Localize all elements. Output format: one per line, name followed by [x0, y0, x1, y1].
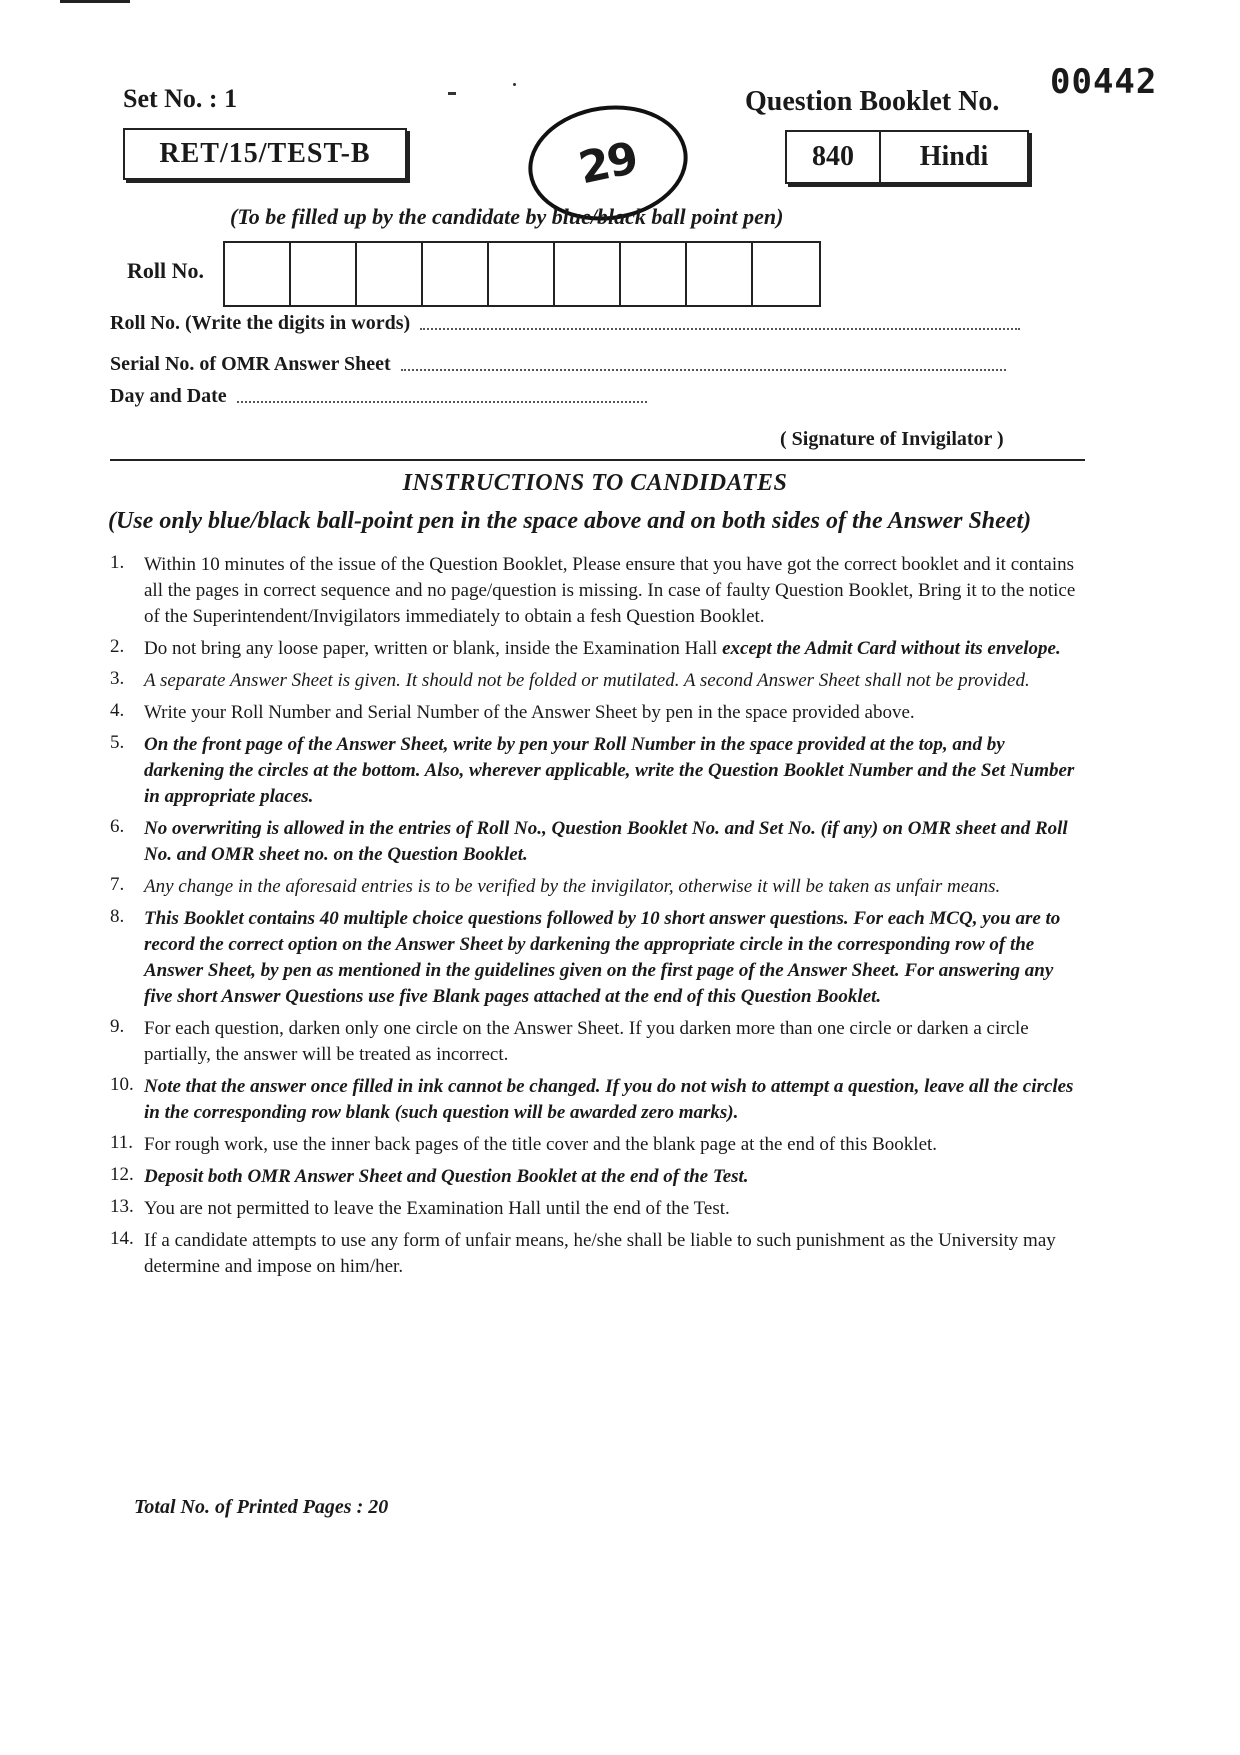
fill-instruction-note: (To be filled up by the candidate by blue/black ball point pen)	[230, 204, 784, 229]
instructions-subtitle: (Use only blue/black ball-point pen in the space above and on both sides of the Answer Sheet)	[108, 508, 1032, 534]
instruction-text: Note that the answer once filled in ink cannot be changed. If you do not wish to attempt a question, leave all the circles in the corresponding row blank (such question will be awarded zero marks).	[144, 1076, 1074, 1123]
test-code: RET/15/TEST-B	[159, 138, 371, 169]
booklet-code-box	[785, 130, 1029, 184]
instruction-item	[110, 552, 1085, 630]
roll-no-label: Roll No.	[127, 258, 204, 283]
instruction-item	[110, 668, 1085, 694]
instruction-text: For each question, darken only one circle on the Answer Sheet. If you darken more than one circle or darken a circle partially, the answer will be treated as incorrect.	[144, 1018, 1029, 1065]
roll-digit-cell[interactable]	[357, 243, 423, 305]
instruction-text: Deposit both OMR Answer Sheet and Question Booklet at the end of the Test.	[144, 1166, 749, 1187]
instruction-number: 3.	[110, 668, 125, 689]
instruction-item	[110, 1228, 1085, 1280]
instruction-number: 9.	[110, 1016, 125, 1037]
instruction-text: Any change in the aforesaid entries is to be verified by the invigilator, otherwise it will be taken as unfair means.	[144, 876, 1001, 897]
booklet-serial-number: 00442	[1050, 62, 1158, 102]
roll-words-field	[110, 312, 1020, 335]
instruction-text: This Booklet contains 40 multiple choice questions followed by 10 short answer questions. For each MCQ, you are to record the correct option on the Answer Sheet by darkening the appropriate circle in the corresponding row of the Answer Sheet, by pen as mentioned in the guidelines given on the first page of the Answer Sheet. For answering any five short Answer Questions use five Blank pages attached at the end of this Question Booklet.	[144, 908, 1061, 1007]
instruction-text: Write your Roll Number and Serial Number of the Answer Sheet by pen in the space provided above.	[144, 702, 915, 723]
instruction-text: No overwriting is allowed in the entries of Roll No., Question Booklet No. and Set No. (if any) on OMR sheet and Roll No. and OMR sheet no. on the Question Booklet.	[144, 818, 1068, 865]
instruction-number: 12.	[110, 1164, 134, 1185]
top-edge-rule	[60, 0, 130, 3]
instruction-item	[110, 1164, 1085, 1190]
instruction-number: 11.	[110, 1132, 134, 1153]
instruction-item	[110, 1196, 1085, 1222]
instruction-item	[110, 1074, 1085, 1126]
instruction-text-part: Do not bring any loose paper, written or blank, inside the Examination Hall	[144, 638, 723, 659]
signature-rule	[110, 459, 1085, 461]
instruction-text: Within 10 minutes of the issue of the Question Booklet, Please ensure that you have got the correct booklet and it contains all the pages in correct sequence and no page/question is missing. In case of faulty Question Booklet, Bring it to the notice of the Superintendent/Invigilators immediately to obtain a fesh Question Booklet.	[144, 554, 1076, 627]
roll-words-blank[interactable]	[420, 327, 1020, 330]
roll-digit-cell[interactable]	[423, 243, 489, 305]
instruction-number: 14.	[110, 1228, 134, 1249]
instruction-number: 7.	[110, 874, 125, 895]
set-number: Set No. : 1	[123, 84, 238, 113]
instruction-number: 10.	[110, 1074, 134, 1095]
instruction-item	[110, 732, 1085, 810]
booklet-language: Hindi	[919, 141, 989, 172]
total-printed-pages: Total No. of Printed Pages : 20	[134, 1496, 389, 1518]
instruction-item	[110, 1132, 1085, 1158]
instruction-text	[144, 636, 1085, 662]
question-booklet-label: Question Booklet No.	[745, 86, 1000, 117]
roll-digit-cell[interactable]	[489, 243, 555, 305]
instruction-number: 1.	[110, 552, 125, 573]
instruction-item	[110, 636, 1085, 662]
instruction-text: A separate Answer Sheet is given. It should not be folded or mutilated. A second Answer Sheet shall not be provided.	[144, 670, 1030, 691]
instruction-number: 8.	[110, 906, 125, 927]
instruction-item	[110, 816, 1085, 868]
roll-digit-cell[interactable]	[225, 243, 291, 305]
instruction-item	[110, 700, 1085, 726]
circled-number-text: 29	[574, 132, 642, 194]
instruction-text: You are not permitted to leave the Examination Hall until the end of the Test.	[144, 1198, 730, 1219]
day-date-blank[interactable]	[237, 400, 647, 403]
instruction-number: 2.	[110, 636, 125, 657]
roll-no-grid	[223, 241, 821, 307]
roll-digit-cell[interactable]	[621, 243, 687, 305]
omr-serial-label: Serial No. of OMR Answer Sheet	[110, 353, 391, 375]
day-date-field	[110, 385, 647, 408]
instruction-item	[110, 874, 1085, 900]
instructions-list	[110, 552, 1085, 1286]
instruction-text: If a candidate attempts to use any form of unfair means, he/she shall be liable to such punishment as the University may determine and impose on him/her.	[144, 1230, 1056, 1277]
instruction-item	[110, 906, 1085, 1010]
instruction-text-emphasis: except the Admit Card without its envelope.	[722, 638, 1061, 659]
roll-digit-cell[interactable]	[687, 243, 753, 305]
test-code-box	[123, 128, 407, 180]
instruction-number: 5.	[110, 732, 125, 753]
instruction-text: On the front page of the Answer Sheet, write by pen your Roll Number in the space provided at the top, and by darkening the circles at the bottom. Also, wherever applicable, write the Question Booklet Number and the Set Number in appropriate places.	[144, 734, 1075, 807]
instruction-number: 13.	[110, 1196, 134, 1217]
instructions-title: INSTRUCTIONS TO CANDIDATES	[402, 470, 788, 496]
invigilator-signature-label: ( Signature of Invigilator )	[780, 428, 1004, 450]
day-date-label: Day and Date	[110, 385, 227, 407]
roll-digit-cell[interactable]	[555, 243, 621, 305]
instruction-item	[110, 1016, 1085, 1068]
omr-serial-field	[110, 353, 1006, 376]
roll-digit-cell[interactable]	[291, 243, 357, 305]
roll-words-label: Roll No. (Write the digits in words)	[110, 312, 411, 334]
omr-serial-blank[interactable]	[401, 368, 1006, 371]
roll-digit-cell[interactable]	[753, 243, 819, 305]
instruction-text: For rough work, use the inner back pages of the title cover and the blank page at the end of this Booklet.	[144, 1134, 938, 1155]
instruction-number: 4.	[110, 700, 125, 721]
booklet-code: 840	[787, 132, 881, 182]
instruction-number: 6.	[110, 816, 125, 837]
stray-mark	[448, 92, 456, 95]
stray-dot	[513, 83, 516, 86]
